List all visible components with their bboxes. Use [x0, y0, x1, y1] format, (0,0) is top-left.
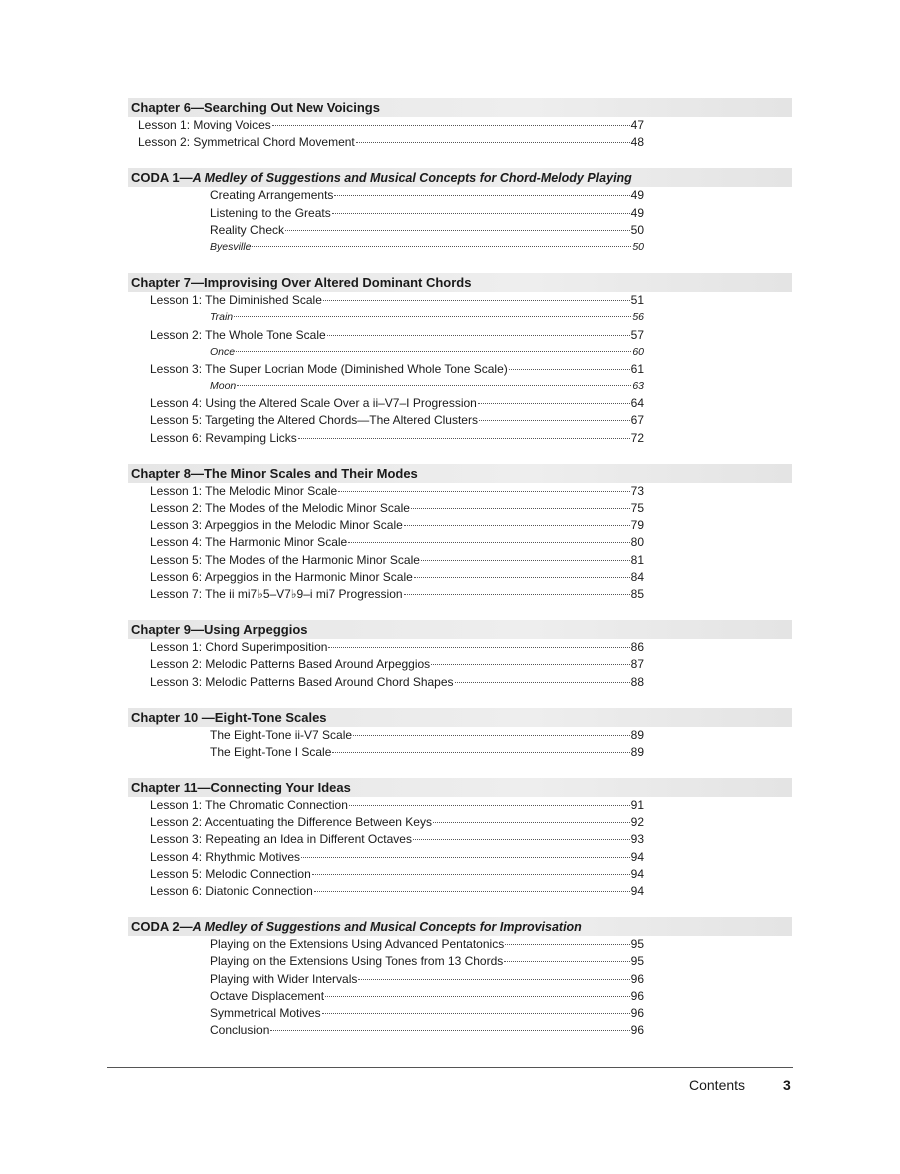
toc-entry[interactable] [128, 344, 792, 361]
toc-entry[interactable] [128, 395, 792, 412]
section-title: Chapter 11—Connecting Your Ideas [131, 780, 351, 796]
toc-entry[interactable] [128, 971, 792, 988]
toc-entry[interactable] [128, 1022, 792, 1039]
toc-entry[interactable] [128, 656, 792, 673]
dot-leader [504, 961, 629, 962]
entry-title: Train [210, 311, 234, 324]
dot-leader [349, 805, 630, 806]
entry-title: Lesson 5: Targeting the Altered Chords—The Altered Clusters [150, 413, 478, 428]
entry-page-number: 50 [632, 240, 644, 253]
entry-page-number: 94 [630, 849, 644, 864]
dot-leader [411, 508, 630, 509]
entry-page-number: 60 [632, 345, 644, 358]
section-heading [128, 917, 792, 936]
toc-section [128, 464, 792, 603]
toc-entry[interactable] [128, 292, 792, 309]
entry-page-number: 80 [630, 535, 644, 550]
entry-page-number: 96 [630, 988, 644, 1003]
entry-title: Lesson 5: The Modes of the Harmonic Minor Scale [150, 552, 420, 567]
entry-page-number: 84 [630, 569, 644, 584]
entry-page-number: 85 [630, 586, 644, 601]
toc-entry[interactable] [128, 327, 792, 344]
toc-entry[interactable] [128, 814, 792, 831]
entry-title: Lesson 2: The Whole Tone Scale [150, 327, 326, 342]
entry-page-number: 50 [630, 222, 644, 237]
entry-title: Lesson 3: Melodic Patterns Based Around Chord Shapes [150, 674, 454, 689]
entry-title: Lesson 4: Rhythmic Motives [150, 849, 301, 864]
toc-entry[interactable] [128, 1005, 792, 1022]
section-title: Chapter 6—Searching Out New Voicings [131, 100, 380, 115]
toc-entry[interactable] [128, 639, 792, 656]
dot-leader [325, 996, 630, 997]
toc-entry[interactable] [128, 309, 792, 326]
entry-title: Reality Check [210, 222, 285, 237]
dot-leader [509, 369, 630, 370]
dot-leader [413, 839, 630, 840]
section-heading [128, 273, 792, 292]
dot-leader [421, 560, 630, 561]
entry-page-number: 87 [630, 657, 644, 672]
dot-leader [414, 577, 630, 578]
toc-entry[interactable] [128, 205, 792, 222]
entry-page-number: 94 [630, 866, 644, 881]
dot-leader [323, 300, 630, 301]
footer-rule [107, 1067, 793, 1068]
toc-entry[interactable] [128, 727, 792, 744]
entry-page-number: 73 [630, 483, 644, 498]
dot-leader [334, 195, 629, 196]
toc-section [128, 168, 792, 256]
toc-entry[interactable] [128, 483, 792, 500]
entry-title: Lesson 3: The Super Locrian Mode (Diminished Whole Tone Scale) [150, 361, 508, 376]
section-title: CODA 1— [131, 170, 193, 186]
entry-page-number: 81 [630, 552, 644, 567]
entry-title: The Eight-Tone I Scale [210, 744, 332, 759]
dot-leader [356, 142, 630, 143]
dot-leader [479, 420, 630, 421]
section-heading [128, 620, 792, 639]
entry-title: Lesson 7: The ii mi7♭5–V7♭9–i mi7 Progression [150, 586, 403, 601]
toc-entry[interactable] [128, 569, 792, 586]
table-of-contents [128, 98, 792, 1056]
toc-entry[interactable] [128, 988, 792, 1005]
dot-leader [314, 891, 630, 892]
toc-entry[interactable] [128, 866, 792, 883]
entry-title: Lesson 6: Diatonic Connection [150, 884, 313, 898]
entry-title: Listening to the Greats [210, 205, 331, 220]
dot-leader [298, 438, 630, 439]
dot-leader [455, 682, 630, 683]
entry-title: Playing with Wider Intervals [210, 971, 358, 986]
entry-page-number: 96 [630, 1023, 644, 1038]
section-title: Chapter 7—Improvising Over Altered Dominant Chords [131, 275, 472, 291]
toc-entry[interactable] [128, 953, 792, 970]
toc-entry[interactable] [128, 361, 792, 378]
section-subtitle: A Medley of Suggestions and Musical Concepts for Improvisation [192, 920, 582, 935]
entry-title: Playing on the Extensions Using Tones from 13 Chords [210, 954, 504, 969]
entry-page-number: 56 [632, 311, 644, 324]
entry-title: Moon [210, 380, 237, 393]
dot-leader [505, 944, 629, 945]
toc-section [128, 98, 792, 151]
section-heading [128, 168, 792, 187]
section-subtitle: A Medley of Suggestions and Musical Concepts for Chord-Melody Playing [192, 171, 632, 186]
dot-leader [353, 735, 630, 736]
toc-entry[interactable] [128, 222, 792, 239]
toc-entry[interactable] [128, 187, 792, 204]
entry-title: Lesson 5: Melodic Connection [150, 866, 311, 881]
entry-page-number: 48 [630, 135, 644, 150]
entry-title: Lesson 6: Arpeggios in the Harmonic Minor Scale [150, 569, 413, 584]
dot-leader [234, 316, 631, 317]
toc-entry[interactable] [128, 797, 792, 814]
dot-leader [301, 857, 630, 858]
entry-title: Lesson 1: The Diminished Scale [150, 293, 322, 308]
dot-leader [272, 125, 630, 126]
section-heading [128, 778, 792, 797]
entry-page-number: 61 [630, 361, 644, 376]
entry-page-number: 47 [630, 118, 644, 132]
entry-page-number: 49 [630, 205, 644, 220]
dot-leader [431, 664, 629, 665]
dot-leader [285, 230, 630, 231]
dot-leader [236, 351, 631, 352]
entry-page-number: 67 [630, 413, 644, 428]
dot-leader [358, 979, 629, 980]
entry-title: The Eight-Tone ii-V7 Scale [210, 727, 353, 742]
toc-entry[interactable] [128, 534, 792, 551]
toc-entry[interactable] [128, 883, 792, 900]
dot-leader [338, 491, 629, 492]
entry-title: Lesson 2: Melodic Patterns Based Around Arpeggios [150, 657, 431, 672]
toc-entry[interactable] [128, 831, 792, 848]
entry-page-number: 57 [630, 327, 644, 342]
toc-entry[interactable] [128, 134, 792, 151]
entry-page-number: 72 [630, 430, 644, 445]
entry-title: Once [210, 345, 236, 358]
entry-page-number: 75 [630, 501, 644, 515]
entry-title: Lesson 2: The Modes of the Melodic Minor Scale [150, 501, 410, 515]
entry-title: Symmetrical Motives [210, 1005, 321, 1020]
dot-leader [312, 874, 630, 875]
entry-page-number: 89 [630, 727, 644, 742]
entry-page-number: 93 [630, 832, 644, 847]
toc-entry[interactable] [128, 936, 792, 953]
toc-entry[interactable] [128, 378, 792, 395]
section-title: Chapter 8—The Minor Scales and Their Modes [131, 465, 418, 481]
entry-page-number: 88 [630, 674, 644, 689]
dot-leader [270, 1030, 629, 1031]
section-heading [128, 708, 792, 727]
entry-title: Lesson 6: Revamping Licks [150, 430, 297, 445]
footer-page-number: 3 [783, 1077, 791, 1093]
toc-entry[interactable] [128, 744, 792, 761]
entry-page-number: 95 [630, 954, 644, 969]
toc-entry[interactable] [128, 674, 792, 691]
toc-entry[interactable] [128, 430, 792, 447]
toc-section [128, 778, 792, 900]
dot-leader [332, 752, 629, 753]
entry-title: Lesson 1: Chord Superimposition [150, 640, 328, 655]
entry-title: Conclusion [210, 1023, 270, 1038]
toc-entry[interactable] [128, 552, 792, 569]
toc-entry[interactable] [128, 117, 792, 134]
section-heading [128, 464, 792, 483]
section-title: Chapter 10 —Eight-Tone Scales [131, 709, 327, 725]
entry-title: Lesson 1: Moving Voices [138, 118, 271, 132]
section-title: Chapter 9—Using Arpeggios [131, 622, 308, 638]
section-heading [128, 98, 792, 117]
dot-leader [478, 403, 630, 404]
entry-title: Lesson 1: The Melodic Minor Scale [150, 483, 338, 498]
entry-page-number: 96 [630, 971, 644, 986]
section-title: CODA 2— [131, 919, 193, 935]
dot-leader [237, 385, 631, 386]
entry-page-number: 79 [630, 518, 644, 533]
toc-entry[interactable] [128, 412, 792, 429]
entry-title: Lesson 2: Symmetrical Chord Movement [138, 135, 355, 150]
toc-section [128, 708, 792, 761]
dot-leader [404, 594, 630, 595]
entry-title: Lesson 1: The Chromatic Connection [150, 798, 348, 813]
entry-title: Octave Displacement [210, 988, 325, 1003]
entry-page-number: 64 [630, 396, 644, 411]
entry-title: Lesson 2: Accentuating the Difference Between Keys [150, 815, 432, 830]
dot-leader [322, 1013, 630, 1014]
entry-title: Lesson 4: Using the Altered Scale Over a ii–V7–I Progression [150, 396, 477, 411]
entry-page-number: 86 [630, 640, 644, 655]
entry-page-number: 94 [630, 884, 644, 898]
entry-page-number: 92 [630, 815, 644, 830]
entry-title: Byesville [210, 240, 252, 253]
entry-title: Lesson 3: Repeating an Idea in Different Octaves [150, 832, 412, 847]
dot-leader [328, 647, 629, 648]
entry-page-number: 89 [630, 744, 644, 759]
toc-section [128, 917, 792, 1039]
entry-page-number: 91 [630, 798, 644, 813]
footer-section-name: Contents [689, 1077, 746, 1093]
dot-leader [332, 213, 630, 214]
entry-page-number: 63 [632, 380, 644, 393]
dot-leader [433, 822, 630, 823]
dot-leader [404, 525, 630, 526]
entry-title: Playing on the Extensions Using Advanced Pentatonics [210, 937, 505, 952]
entry-page-number: 96 [630, 1005, 644, 1020]
toc-entry[interactable] [128, 500, 792, 517]
entry-page-number: 51 [630, 293, 644, 308]
entry-title: Lesson 4: The Harmonic Minor Scale [150, 535, 348, 550]
entry-title: Lesson 3: Arpeggios in the Melodic Minor Scale [150, 518, 403, 533]
entry-title: Creating Arrangements [210, 188, 334, 203]
dot-leader [348, 542, 629, 543]
entry-page-number: 49 [630, 188, 644, 203]
dot-leader [252, 246, 631, 247]
toc-entry[interactable] [128, 239, 792, 256]
toc-entry[interactable] [128, 586, 792, 603]
entry-page-number: 95 [630, 937, 644, 952]
dot-leader [327, 335, 630, 336]
toc-section [128, 620, 792, 691]
toc-section [128, 273, 792, 447]
toc-entry[interactable] [128, 517, 792, 534]
toc-entry[interactable] [128, 849, 792, 866]
